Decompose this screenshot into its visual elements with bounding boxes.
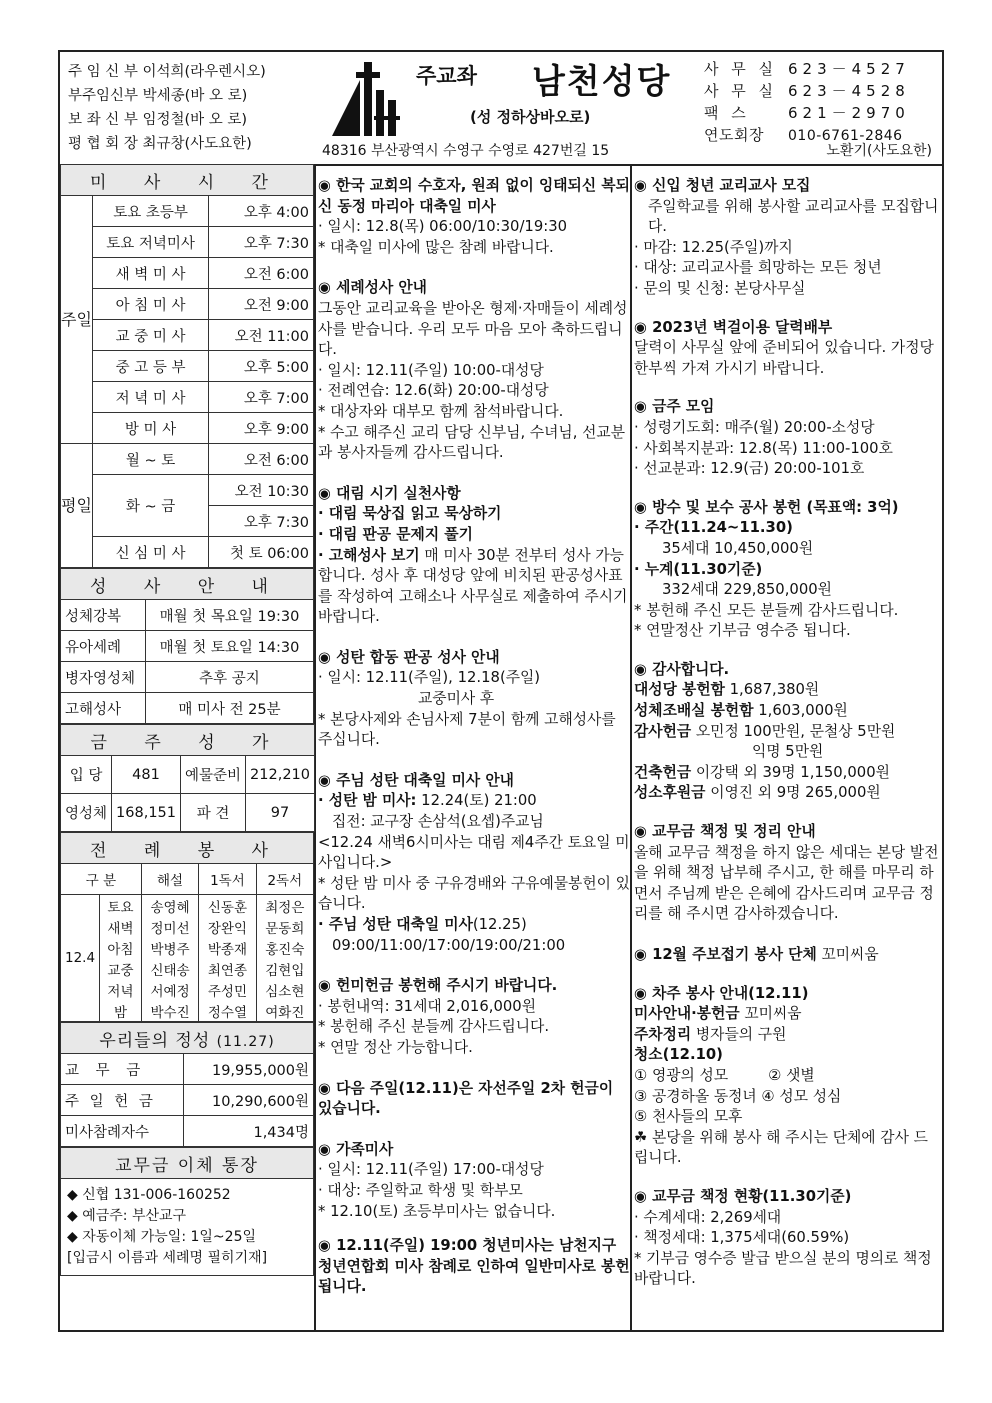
notice-line: · 주님 성탄 대축일 미사(12.25) bbox=[318, 916, 527, 933]
service-mass: 토요 bbox=[100, 895, 142, 917]
middle-column bbox=[318, 176, 630, 1312]
notice-heading: ◉ 2023년 벽걸이용 달력배부 bbox=[634, 318, 833, 336]
notice-line: * 성탄 밤 미사 중 구유경배와 구유예물봉헌이 있습니다. bbox=[318, 874, 630, 913]
notice-youth-mass bbox=[318, 1236, 630, 1298]
offering-table bbox=[60, 1022, 314, 1147]
notice-line: · 대상: 주일학교 학생 및 학부모 bbox=[318, 1181, 523, 1199]
mass-name: 새 벽 미 사 bbox=[92, 258, 208, 289]
account-info bbox=[61, 1179, 314, 1276]
notice-line: 09:00/11:00/17:00/19:00/21:00 bbox=[332, 936, 566, 954]
mass-time: 오전 6:00 bbox=[209, 258, 314, 289]
mass-time: 오후 7:30 bbox=[209, 506, 314, 537]
service-person: 박병주 bbox=[141, 937, 198, 958]
account-line: ◆ 자동이체 가능일: 1일~25일 bbox=[67, 1229, 257, 1245]
sacrament-table bbox=[60, 568, 314, 724]
notice-line: · 사회복지분과: 12.8(목) 11:00-100호 bbox=[634, 439, 893, 457]
notice-line: · 일시: 12.11(주일) 17:00-대성당 bbox=[318, 1161, 544, 1179]
notice-heading: ◉ 성탄 합동 판공 성사 안내 bbox=[318, 648, 500, 666]
contact-row: 사 무 실 623－4527 bbox=[704, 60, 910, 78]
service-person: 정수열 bbox=[199, 1000, 256, 1022]
mass-name: 교 중 미 사 bbox=[92, 320, 208, 351]
notice-heading: ◉ 교무금 책정 현황(11.30기준) bbox=[634, 1187, 852, 1205]
notice-heading: ◉ 세례성사 안내 bbox=[318, 279, 427, 297]
bulletin-frame bbox=[58, 50, 944, 1332]
notice-line: 332세대 229,850,000원 bbox=[662, 581, 832, 599]
notice-heading: ◉ 12월 주보접기 봉사 단체 꼬미씨움 bbox=[634, 946, 879, 963]
service-person: 신태송 bbox=[141, 958, 198, 979]
notice-confession bbox=[318, 648, 630, 751]
notice-parish-dues bbox=[634, 822, 942, 925]
notice-line: * 수고 해주신 교리 담당 신부님, 수녀님, 선교분과 봉사자들께 감사드립니다. bbox=[318, 423, 626, 462]
notice-line: ☘ 본당을 위해 봉사 해 주시는 단체에 감사 드립니다. bbox=[634, 1128, 928, 1167]
notice-next-service bbox=[634, 984, 942, 1169]
notice-baptism bbox=[318, 278, 630, 463]
notice-meetings bbox=[634, 397, 942, 479]
mass-name: 토요 초등부 bbox=[92, 196, 208, 227]
notice-heading: ◉ 교무금 책정 및 정리 안내 bbox=[634, 823, 816, 841]
service-person: 문동희 bbox=[256, 916, 313, 937]
notice-line: · 대상: 교리교사를 희망하는 모든 청년 bbox=[634, 259, 882, 277]
notice-line: 익명 5만원 bbox=[752, 743, 824, 761]
contact-row: 사 무 실 623－4528 bbox=[704, 82, 910, 100]
notice-catechist-recruit bbox=[634, 176, 942, 300]
service-mass: 밤 bbox=[100, 1000, 142, 1022]
staff-row: 보 좌 신 부 임정철(바 오 로) bbox=[68, 112, 248, 128]
mass-name: 신 심 미 사 bbox=[92, 537, 208, 568]
mass-time: 오후 4:00 bbox=[209, 196, 314, 227]
notice-text: 올해 교무금 책정을 하지 않은 세대는 본당 발전을 위해 책정 납부해 주시고, 한 해를 마무리 하면서 주님께 받은 은혜에 감사드리며 교무금 정리를 해 주시면 감사하겠습니다. bbox=[634, 843, 939, 923]
offering-value: 1,434명 bbox=[183, 1116, 313, 1147]
mass-name: 중 고 등 부 bbox=[92, 351, 208, 382]
account-line: ◆ 신협 131-006-160252 bbox=[67, 1187, 231, 1203]
hymn-label: 예물준비 bbox=[181, 756, 246, 794]
notice-line: * 12.10(토) 초등부미사는 없습니다. bbox=[318, 1202, 556, 1220]
notice-line: · 성령기도회: 매주(월) 20:00-소성당 bbox=[634, 418, 875, 436]
notice-line: · 봉헌내역: 31세대 2,016,000원 bbox=[318, 997, 536, 1015]
notice-donation bbox=[318, 976, 630, 1058]
notice-heading: ◉ 헌미헌금 봉헌해 주시기 바랍니다. bbox=[318, 977, 558, 995]
offering-value: 19,955,000원 bbox=[183, 1054, 313, 1085]
notice-line: · 주간(11.24~11.30) bbox=[634, 519, 793, 537]
hymn-label: 파 견 bbox=[181, 794, 246, 832]
mass-time: 오전 10:30 bbox=[209, 475, 314, 506]
service-mass: 저녁 bbox=[100, 979, 142, 1000]
mass-time: 오후 7:00 bbox=[209, 382, 314, 413]
notice-line: * 대축일 미사에 많은 참례 바랍니다. bbox=[318, 238, 554, 256]
mass-time: 오후 7:30 bbox=[209, 227, 314, 258]
title-prefix: 주교좌 bbox=[416, 64, 477, 88]
staff-row: 평 협 회 장 최규창(사도요한) bbox=[68, 136, 252, 152]
hymn-label: 입 당 bbox=[61, 756, 112, 794]
column-header: 구 분 bbox=[61, 864, 142, 895]
notice-line: 건축헌금 이강택 외 39명 1,150,000원 bbox=[634, 763, 890, 781]
notice-line: · 문의 및 신청: 본당사무실 bbox=[634, 279, 806, 297]
column-header: 해설 bbox=[141, 864, 198, 895]
notice-line: · 마감: 12.25(주일)까지 bbox=[634, 238, 793, 256]
account-line: ◆ 예금주: 부산교구 bbox=[67, 1208, 187, 1224]
section-title: 전 례 봉 사 bbox=[61, 833, 314, 864]
notice-line: 감사헌금 오민정 100만원, 문철상 5만원 bbox=[634, 722, 896, 740]
liturgy-service-table bbox=[60, 832, 314, 1022]
notice-text: 그동안 교리교육을 받아온 형제·자매들이 세례성사를 받습니다. 우리 모두 마음 모아 축하드립니다. bbox=[318, 299, 628, 359]
notice-line: · 수계세대: 2,269세대 bbox=[634, 1208, 782, 1226]
service-mass: 교중 bbox=[100, 958, 142, 979]
mass-time: 오후 5:00 bbox=[209, 351, 314, 382]
service-person: 박수진 bbox=[141, 1000, 198, 1022]
hymn-label: 영성체 bbox=[61, 794, 112, 832]
sacrament-name: 성체강복 bbox=[61, 600, 146, 631]
notice-line: <12.24 새벽6시미사는 대림 제4주간 토요일 미사입니다.> bbox=[318, 833, 630, 872]
hymn-number: 212,210 bbox=[246, 756, 315, 794]
mass-time: 오전 6:00 bbox=[209, 444, 314, 475]
bank-account-table bbox=[60, 1147, 314, 1276]
service-person: 최연종 bbox=[199, 958, 256, 979]
notice-folding-team bbox=[634, 945, 942, 966]
sacrament-name: 고해성사 bbox=[61, 693, 146, 724]
notice-line: · 고해성사 보기 매 미사 30분 전부터 성사 가능합니다. 성사 후 대성당 앞에 비치된 판공성사표를 작성하여 고해소나 사무실로 제출하여 주시기 바랍니다. bbox=[318, 546, 628, 626]
column-divider bbox=[630, 164, 632, 1332]
service-date: 12.4 bbox=[61, 895, 100, 1022]
notice-line: ⑤ 천사들의 모후 bbox=[634, 1108, 743, 1126]
mass-time: 오전 9:00 bbox=[209, 289, 314, 320]
offering-label: 교 무 금 bbox=[61, 1054, 184, 1085]
sacrament-time: 매월 첫 토요일 14:30 bbox=[146, 631, 314, 662]
patron-saint: (성 정하상바오로) bbox=[470, 108, 591, 126]
service-person: 여화진 bbox=[256, 1000, 313, 1022]
sacrament-name: 유아세례 bbox=[61, 631, 146, 662]
notice-repair-fund bbox=[634, 498, 942, 642]
notice-heading: ◉ 금주 모임 bbox=[634, 398, 715, 416]
notice-line: 성체조배실 봉헌함 1,603,000원 bbox=[634, 702, 848, 720]
section-title: 금 주 성 가 bbox=[61, 725, 315, 756]
contact-list bbox=[704, 58, 910, 147]
service-person: 김현입 bbox=[256, 958, 313, 979]
service-mass: 새벽 bbox=[100, 916, 142, 937]
notice-thanks bbox=[634, 660, 942, 804]
service-person: 박종재 bbox=[199, 937, 256, 958]
staff-row: 부주임신부 박세종(바 오 로) bbox=[68, 88, 248, 104]
district-rep: 노환기(사도요한) bbox=[826, 143, 932, 159]
notice-heading: ◉ 12.11(주일) 19:00 청년미사는 남천지구 청년연합회 미사 참례로 인하여 일반미사로 봉헌됩니다. bbox=[318, 1237, 630, 1296]
notice-heading: ◉ 대림 시기 실천사항 bbox=[318, 484, 461, 502]
notice-heading: ◉ 가족미사 bbox=[318, 1140, 394, 1158]
notice-line: · 책정세대: 1,375세대(60.59%) bbox=[634, 1229, 850, 1247]
mass-name: 아 침 미 사 bbox=[92, 289, 208, 320]
notice-charity-sunday bbox=[318, 1079, 630, 1120]
notice-line: · 일시: 12.11(주일) 10:00-대성당 bbox=[318, 361, 544, 379]
notice-line: 대성당 봉헌함 1,687,380원 bbox=[634, 681, 820, 699]
mass-name: 저 녁 미 사 bbox=[92, 382, 208, 413]
notice-line: * 기부금 영수증 발급 받으실 분의 명의로 책정 바랍니다. bbox=[634, 1249, 932, 1288]
offering-label: 주 일 헌 금 bbox=[61, 1085, 184, 1116]
service-person: 송영혜 bbox=[141, 895, 198, 917]
weekday-label: 평일 bbox=[61, 444, 93, 568]
notice-line: · 일시: 12.8(목) 06:00/10:30/19:30 bbox=[318, 218, 568, 236]
notice-line: ① 영광의 성모 ② 샛별 bbox=[634, 1066, 815, 1084]
notice-line: · 선교분과: 12.9(금) 20:00-101호 bbox=[634, 460, 865, 478]
hymn-number: 97 bbox=[246, 794, 315, 832]
column-header: 2독서 bbox=[256, 864, 313, 895]
notice-text: 달력이 사무실 앞에 준비되어 있습니다. 가정당 한부씩 가져 가시기 바랍니다. bbox=[634, 339, 934, 377]
notice-line: ③ 공경하올 동정녀 ④ 성모 성심 bbox=[634, 1087, 842, 1105]
church-logo-icon bbox=[330, 60, 404, 138]
notice-immaculate-conception bbox=[318, 176, 630, 258]
column-header: 1독서 bbox=[199, 864, 256, 895]
service-person: 홍진숙 bbox=[256, 937, 313, 958]
staff-list bbox=[68, 60, 266, 156]
service-person: 주성민 bbox=[199, 979, 256, 1000]
contact-row: 팩 스 621－2970 bbox=[704, 104, 910, 122]
service-person: 서예정 bbox=[141, 979, 198, 1000]
notice-line: 주차정리 병자들의 구원 bbox=[634, 1025, 787, 1043]
service-person: 심소현 bbox=[256, 979, 313, 1000]
hymn-table bbox=[60, 724, 315, 832]
sacrament-time: 매 미사 전 25분 bbox=[146, 693, 314, 724]
notice-line: * 봉헌해 주신 분들께 감사드립니다. bbox=[318, 1018, 550, 1036]
account-line: [입금시 이름과 세례명 필히기재] bbox=[67, 1250, 268, 1266]
masthead bbox=[60, 52, 942, 166]
mass-name: 월 ~ 토 bbox=[92, 444, 208, 475]
mass-name: 화 ~ 금 bbox=[92, 475, 208, 537]
sunday-label: 주일 bbox=[61, 196, 93, 444]
notice-line: 교중미사 후 bbox=[418, 690, 495, 708]
notice-family-mass bbox=[318, 1140, 630, 1222]
service-person: 신동훈 bbox=[199, 895, 256, 917]
notice-advent-practice bbox=[318, 484, 630, 628]
notice-heading: ◉ 차주 봉사 안내(12.11) bbox=[634, 984, 809, 1002]
mass-schedule-table bbox=[60, 164, 314, 568]
notice-line: * 본당사제와 손님사제 7분이 함께 고해성사를 주십니다. bbox=[318, 710, 616, 749]
notice-line: · 전례연습: 12.6(화) 20:00-대성당 bbox=[318, 382, 549, 400]
sacrament-time: 매월 첫 목요일 19:30 bbox=[146, 600, 314, 631]
notice-line: * 연말정산 기부금 영수증 됩니다. bbox=[634, 622, 851, 640]
sacrament-time: 추후 공지 bbox=[146, 662, 314, 693]
notice-line: * 대상자와 대부모 함께 참석바랍니다. bbox=[318, 402, 564, 420]
notice-heading: ◉ 다음 주일(12.11)은 자선주일 2차 헌금이 있습니다. bbox=[318, 1079, 614, 1118]
notice-heading: ◉ 한국 교회의 수호자, 원죄 없이 잉태되신 복되신 동정 마리아 대축일 미사 bbox=[318, 177, 630, 215]
section-title: 성 사 안 내 bbox=[61, 569, 314, 600]
notice-line: 성소후원금 이영진 외 9명 265,000원 bbox=[634, 784, 881, 802]
notice-text: 주일학교를 위해 봉사할 교리교사를 모집합니다. bbox=[648, 197, 939, 236]
hymn-number: 481 bbox=[112, 756, 181, 794]
staff-row: 주 임 신 부 이석희(라우렌시오) bbox=[68, 64, 266, 80]
notice-christmas-mass bbox=[318, 771, 630, 956]
mass-name: 토요 저녁미사 bbox=[92, 227, 208, 258]
notice-line: · 대림 판공 문제지 풀기 bbox=[318, 525, 473, 543]
contact-row: 연도회장 010-6761-2846 bbox=[704, 126, 903, 144]
notice-heading: ◉ 신입 청년 교리교사 모집 bbox=[634, 177, 811, 194]
notice-line: · 누계(11.30기준) bbox=[634, 560, 763, 578]
sacrament-name: 병자영성체 bbox=[61, 662, 146, 693]
mass-name: 방 미 사 bbox=[92, 413, 208, 444]
notice-line: 미사안내·봉헌금 꼬미씨움 bbox=[634, 1005, 802, 1023]
notice-line: · 일시: 12.11(주일), 12.18(주일) bbox=[318, 669, 541, 687]
notice-line: 집전: 교구장 손삼석(요셉)주교님 bbox=[332, 813, 544, 831]
notice-line: * 연말 정산 가능합니다. bbox=[318, 1038, 473, 1056]
service-person: 정미선 bbox=[141, 916, 198, 937]
mass-time: 오전 11:00 bbox=[209, 320, 314, 351]
church-name: 남천성당 bbox=[532, 62, 672, 102]
offering-label: 미사참례자수 bbox=[61, 1116, 184, 1147]
notice-heading: ◉ 주님 성탄 대축일 미사 안내 bbox=[318, 771, 514, 789]
left-column bbox=[60, 164, 314, 1276]
mass-time: 오후 9:00 bbox=[209, 413, 314, 444]
notice-heading: ◉ 감사합니다. bbox=[634, 660, 730, 678]
service-person: 최정은 bbox=[256, 895, 313, 917]
notice-line: 청소(12.10) bbox=[634, 1046, 723, 1064]
notice-line: · 성탄 밤 미사: 12.24(토) 21:00 bbox=[318, 792, 537, 810]
section-title: 미 사 시 간 bbox=[61, 165, 314, 196]
notice-line: · 대림 묵상집 읽고 묵상하기 bbox=[318, 505, 502, 523]
address: 48316 부산광역시 수영구 수영로 427번길 15 bbox=[322, 143, 610, 159]
section-title: 우리들의 정성 (11.27) bbox=[61, 1023, 314, 1054]
notice-line: 35세대 10,450,000원 bbox=[662, 539, 814, 557]
notice-dues-status bbox=[634, 1187, 942, 1290]
offering-value: 10,290,600원 bbox=[183, 1085, 313, 1116]
notice-heading: ◉ 방수 및 보수 공사 봉헌 (목표액: 3억) bbox=[634, 498, 899, 516]
notice-line: * 봉헌해 주신 모든 분들께 감사드립니다. bbox=[634, 601, 899, 619]
service-mass: 아침 bbox=[100, 937, 142, 958]
section-title: 교무금 이체 통장 bbox=[61, 1148, 314, 1179]
notice-calendar bbox=[634, 318, 942, 380]
mass-time: 첫 토 06:00 bbox=[209, 537, 314, 568]
service-person: 장완익 bbox=[199, 916, 256, 937]
hymn-number: 168,151 bbox=[112, 794, 181, 832]
right-column bbox=[634, 176, 942, 1304]
